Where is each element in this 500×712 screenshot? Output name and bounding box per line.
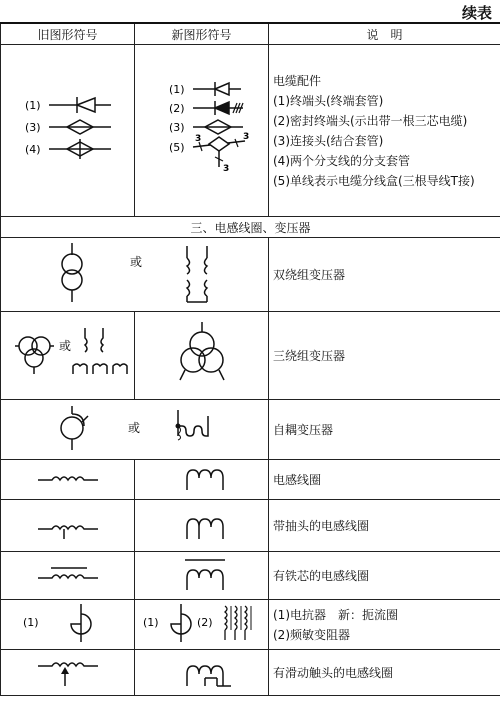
or-text: 或 (127, 421, 140, 435)
table-row (1, 400, 500, 460)
auto-transformer-symbols (1, 400, 269, 460)
label: (1) (142, 616, 159, 629)
row-desc: 带抽头的电感线圈 (269, 500, 500, 552)
label: (2) (196, 616, 213, 629)
conductor-count: 3 (222, 164, 229, 174)
label: (1) (168, 83, 185, 96)
old-reactor (1, 600, 135, 650)
desc-line: (2)密封终端头(示出带一根三芯电缆) (273, 113, 468, 128)
label: (5) (168, 141, 185, 154)
label: (3) (168, 121, 185, 134)
table-row (1, 600, 500, 650)
header-new: 新图形符号 (135, 23, 269, 45)
table-row (1, 312, 500, 400)
desc-line: 电缆配件 (273, 73, 322, 88)
table-row (1, 238, 500, 312)
old-tapped-inductor (1, 500, 135, 552)
header-row (1, 23, 500, 45)
reactor-description (269, 600, 500, 650)
old-iron-core-inductor (1, 552, 135, 600)
symbol-table (0, 22, 500, 696)
row-desc: 电感线圈 (269, 460, 500, 500)
desc-line: (4)两个分支线的分支套管 (273, 153, 410, 168)
conductor-count: 3 (242, 132, 249, 142)
desc-line: (1)电抗器 新：扼流圈 (273, 607, 398, 622)
desc-line: (2)频敏变阻器 (273, 627, 350, 642)
or-text: 或 (129, 255, 142, 269)
label: (4) (24, 143, 41, 156)
table-row (1, 650, 500, 696)
new-iron-core-inductor (135, 552, 269, 600)
new-tapped-inductor (135, 500, 269, 552)
new-cable-symbols (135, 45, 269, 217)
row-desc: 双绕组变压器 (269, 238, 500, 312)
desc-line: (3)连接头(结合套管) (273, 133, 384, 148)
label: (2) (168, 102, 185, 115)
label: (1) (22, 616, 39, 629)
header-desc: 说 明 (269, 23, 500, 45)
two-winding-symbols (1, 238, 269, 312)
row-desc: 自耦变压器 (269, 400, 500, 460)
table-row (1, 45, 500, 217)
table-row (1, 460, 500, 500)
old-inductor (1, 460, 135, 500)
row-desc: 有铁芯的电感线圈 (269, 552, 500, 600)
new-three-winding (135, 312, 269, 400)
row-desc: 三绕组变压器 (269, 312, 500, 400)
section-title: 三、电感线圈、变压器 (1, 217, 500, 238)
old-cable-symbols (1, 45, 135, 217)
desc-line: (1)终端头(终端套管) (273, 93, 384, 108)
old-three-winding (1, 312, 135, 400)
table-row (1, 500, 500, 552)
label: (3) (24, 121, 41, 134)
or-text: 或 (58, 339, 71, 353)
header-old: 旧图形符号 (1, 23, 135, 45)
label: (1) (24, 99, 41, 112)
section-row (1, 217, 500, 238)
cable-description (269, 45, 500, 217)
new-inductor (135, 460, 269, 500)
conductor-count: 3 (194, 134, 201, 144)
continued-label: 续表 (461, 4, 492, 22)
desc-line: (5)单线表示电缆分线盒(三根导线T接) (273, 173, 475, 188)
new-sliding-inductor (135, 650, 269, 696)
old-sliding-inductor (1, 650, 135, 696)
new-reactor (135, 600, 269, 650)
row-desc: 有滑动触头的电感线圈 (269, 650, 500, 696)
table-row (1, 552, 500, 600)
